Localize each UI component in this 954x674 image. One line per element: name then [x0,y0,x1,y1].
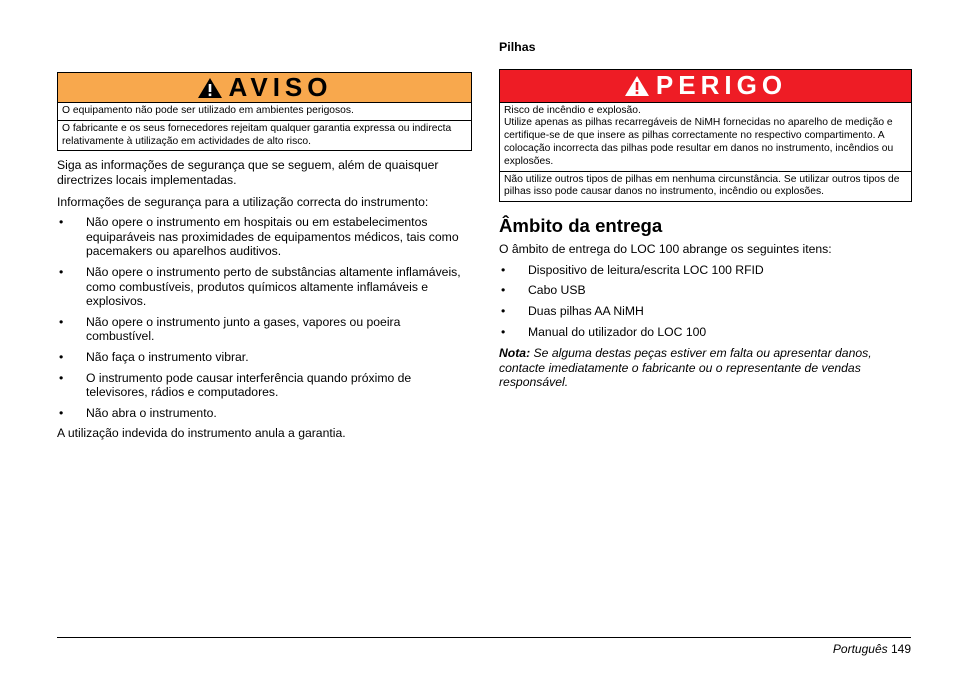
perigo-header [500,70,911,103]
aviso-line: O fabricante e os seus fornecedores rejeitam qualquer garantia expressa ou indirecta relativamente à utilização em actividades de alto risco. [58,120,471,151]
list-item: • O instrumento pode causar interferência quando próximo de televisores, rádios e computadores. [57,371,472,400]
perigo-body [500,103,911,202]
section-title: Âmbito da entrega [499,215,663,237]
safety-list [57,215,472,420]
perigo-line: Risco de incêndio e explosão. Utilize apenas as pilhas recarregáveis de NiMH fornecidas no aparelho de medição e certifique-se de que insere as pilhas correctamente no respectivo compartimento. A colocação incorrecta das pilhas pode resultar em danos no instrumento, incêndios ou explosões. [504,104,894,167]
aviso-title: AVISO [228,72,333,103]
intro-paragraph: Siga as informações de segurança que se seguem, além de quaisquer directrizes locais implementadas. [57,158,439,187]
list-item: • Não abra o instrumento. [57,406,472,421]
delivery-list [499,263,912,339]
perigo-line: Não utilize outros tipos de pilhas em nenhuma circunstância. Se utilizar outros tipos de pilhas isso pode causar danos no instrumento, incêndio ou explosões. [500,171,911,202]
aviso-header [58,73,471,103]
list-item: • Cabo USB [499,283,912,298]
list-item: • Não opere o instrumento em hospitais ou em estabelecimentos equiparáveis nas proximidades de equipamentos médicos, tais como pacemakers ou aparelhos auditivos. [57,215,472,259]
list-item: • Não faça o instrumento vibrar. [57,350,472,365]
delivery-intro: O âmbito de entrega do LOC 100 abrange os seguintes itens: [499,242,832,257]
aviso-box [57,72,472,151]
perigo-box [499,69,912,203]
note-label: Nota: [499,346,531,361]
list-item: • Dispositivo de leitura/escrita LOC 100 RFID [499,263,912,278]
aviso-body [58,103,471,150]
footer-rule [57,637,911,638]
batteries-subheading: Pilhas [499,40,536,54]
note-text: Se alguma destas peças estiver em falta ou apresentar danos, contacte imediatamente o fabricante ou o representante de vendas responsável. [499,346,872,390]
list-item: • Não opere o instrumento perto de substâncias altamente inflamáveis, como combustíveis, produtos químicos altamente inflamáveis e explosivos. [57,265,472,309]
note-paragraph [499,346,912,390]
right-column [499,40,912,390]
warning-triangle-icon [197,77,223,99]
perigo-title: PERIGO [655,70,788,101]
page-footer [833,642,911,657]
footer-language: Português [832,642,888,656]
list-item: • Duas pilhas AA NiMH [499,304,912,319]
safety-intro: Informações de segurança para a utilização correcta do instrumento: [57,194,429,209]
warning-triangle-icon [624,75,650,97]
page-number: 149 [890,642,911,656]
left-column [57,72,472,441]
warranty-paragraph: A utilização indevida do instrumento anula a garantia. [57,426,346,441]
list-item: • Manual do utilizador do LOC 100 [499,325,912,340]
list-item: • Não opere o instrumento junto a gases, vapores ou poeira combustível. [57,315,472,344]
aviso-line: O equipamento não pode ser utilizado em ambientes perigosos. [62,105,354,116]
